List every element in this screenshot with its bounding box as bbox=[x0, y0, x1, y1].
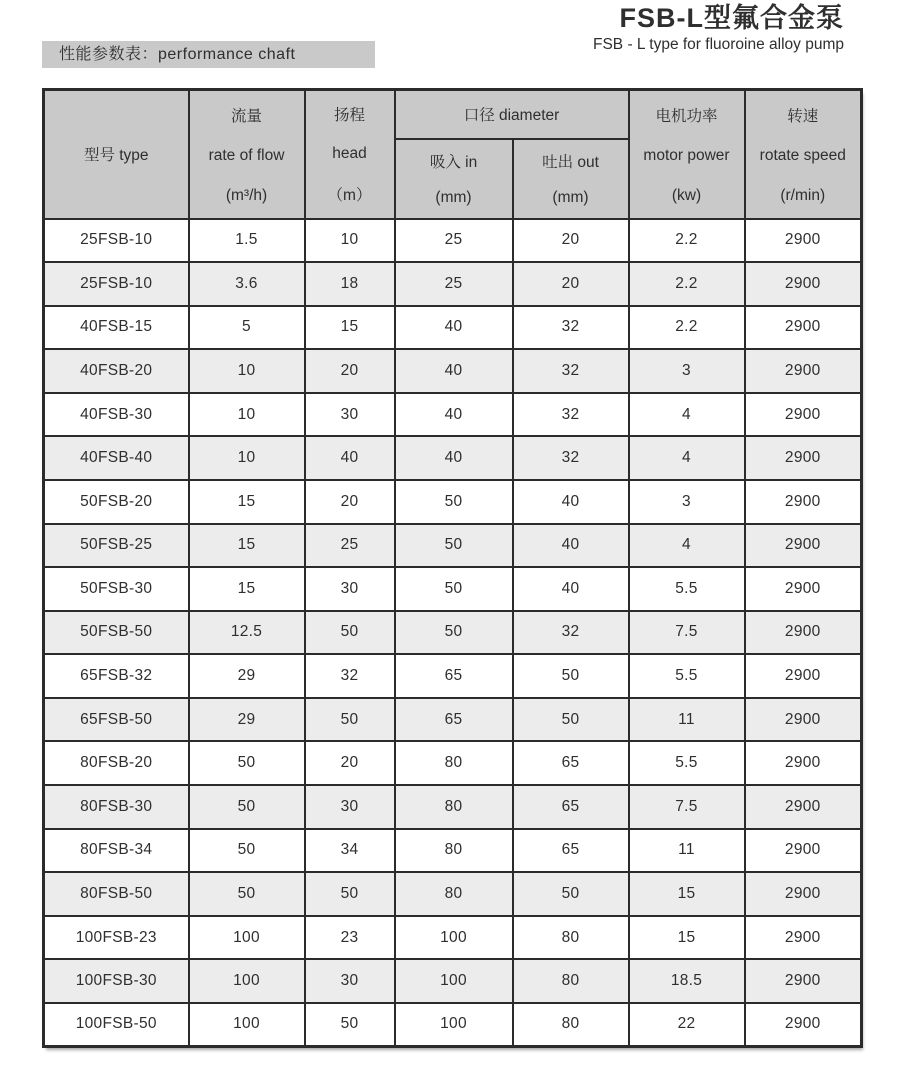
table-cell: 32 bbox=[513, 393, 629, 437]
table-cell: 3 bbox=[629, 349, 745, 393]
table-cell: 50 bbox=[513, 698, 629, 742]
col-header-diameter: 口径 diameter bbox=[395, 90, 629, 139]
table-cell: 50 bbox=[513, 872, 629, 916]
table-cell: 40 bbox=[513, 567, 629, 611]
table-cell: 40FSB-30 bbox=[44, 393, 189, 437]
table-cell: 4 bbox=[629, 436, 745, 480]
table-cell: 20 bbox=[513, 219, 629, 263]
table-cell: 80FSB-30 bbox=[44, 785, 189, 829]
table-cell: 2900 bbox=[745, 741, 862, 785]
table-cell: 80 bbox=[513, 1003, 629, 1047]
table-cell: 65 bbox=[395, 654, 513, 698]
table-cell: 50 bbox=[189, 741, 305, 785]
table-cell: 32 bbox=[513, 349, 629, 393]
table-cell: 50FSB-30 bbox=[44, 567, 189, 611]
table-cell: 23 bbox=[305, 916, 395, 960]
table-row bbox=[44, 611, 862, 655]
table-cell: 34 bbox=[305, 829, 395, 873]
table-cell: 32 bbox=[305, 654, 395, 698]
table-row bbox=[44, 262, 862, 306]
table-cell: 20 bbox=[305, 741, 395, 785]
table-cell: 40FSB-15 bbox=[44, 306, 189, 350]
table-cell: 2900 bbox=[745, 654, 862, 698]
table-cell: 29 bbox=[189, 698, 305, 742]
table-cell: 4 bbox=[629, 393, 745, 437]
table-row bbox=[44, 741, 862, 785]
table-row bbox=[44, 567, 862, 611]
table-row bbox=[44, 872, 862, 916]
table-cell: 15 bbox=[629, 872, 745, 916]
table-row bbox=[44, 349, 862, 393]
table-cell: 65FSB-50 bbox=[44, 698, 189, 742]
table-cell: 50 bbox=[305, 698, 395, 742]
table-cell: 80FSB-34 bbox=[44, 829, 189, 873]
table-cell: 2900 bbox=[745, 393, 862, 437]
table-cell: 100 bbox=[395, 959, 513, 1003]
table-cell: 2900 bbox=[745, 219, 862, 263]
table-cell: 3 bbox=[629, 480, 745, 524]
table-cell: 50 bbox=[189, 872, 305, 916]
table-cell: 25FSB-10 bbox=[44, 219, 189, 263]
table-cell: 65 bbox=[513, 785, 629, 829]
col-header-type: 型号 type bbox=[44, 90, 189, 219]
table-cell: 40 bbox=[305, 436, 395, 480]
table-cell: 80FSB-20 bbox=[44, 741, 189, 785]
table-cell: 15 bbox=[305, 306, 395, 350]
table-cell: 15 bbox=[629, 916, 745, 960]
table-cell: 80 bbox=[395, 872, 513, 916]
table-cell: 29 bbox=[189, 654, 305, 698]
table-cell: 80 bbox=[395, 829, 513, 873]
table-cell: 2.2 bbox=[629, 306, 745, 350]
table-cell: 100 bbox=[189, 959, 305, 1003]
table-cell: 11 bbox=[629, 829, 745, 873]
table-cell: 1.5 bbox=[189, 219, 305, 263]
table-row bbox=[44, 393, 862, 437]
table-body bbox=[44, 219, 862, 1047]
table-cell: 10 bbox=[189, 393, 305, 437]
table-cell: 15 bbox=[189, 480, 305, 524]
table-cell: 50FSB-50 bbox=[44, 611, 189, 655]
table-cell: 2.2 bbox=[629, 219, 745, 263]
table-cell: 65 bbox=[395, 698, 513, 742]
table-cell: 2900 bbox=[745, 1003, 862, 1047]
table-cell: 15 bbox=[189, 524, 305, 568]
table-cell: 7.5 bbox=[629, 785, 745, 829]
col-header-flow: 流量 rate of flow (m³/h) bbox=[189, 90, 305, 219]
table-cell: 2900 bbox=[745, 611, 862, 655]
table-cell: 40 bbox=[513, 480, 629, 524]
table-cell: 32 bbox=[513, 436, 629, 480]
table-cell: 80 bbox=[513, 916, 629, 960]
table-cell: 18 bbox=[305, 262, 395, 306]
table-cell: 32 bbox=[513, 611, 629, 655]
table-cell: 100FSB-23 bbox=[44, 916, 189, 960]
table-cell: 2900 bbox=[745, 567, 862, 611]
table-cell: 65 bbox=[513, 741, 629, 785]
table-row bbox=[44, 1003, 862, 1047]
table-cell: 5.5 bbox=[629, 654, 745, 698]
table-cell: 25 bbox=[305, 524, 395, 568]
table-cell: 2900 bbox=[745, 959, 862, 1003]
performance-table bbox=[42, 88, 863, 1048]
table-cell: 40 bbox=[395, 436, 513, 480]
table-cell: 50 bbox=[395, 524, 513, 568]
table-cell: 40 bbox=[395, 393, 513, 437]
table-cell: 100FSB-50 bbox=[44, 1003, 189, 1047]
table-cell: 65FSB-32 bbox=[44, 654, 189, 698]
table-cell: 100 bbox=[189, 1003, 305, 1047]
title-block bbox=[593, 2, 844, 55]
table-cell: 50 bbox=[513, 654, 629, 698]
table-row bbox=[44, 219, 862, 263]
table-cell: 50 bbox=[189, 785, 305, 829]
table-cell: 40FSB-40 bbox=[44, 436, 189, 480]
table-cell: 2900 bbox=[745, 436, 862, 480]
table-cell: 20 bbox=[305, 349, 395, 393]
table-cell: 25 bbox=[395, 262, 513, 306]
table-row bbox=[44, 698, 862, 742]
table-row bbox=[44, 959, 862, 1003]
table-cell: 30 bbox=[305, 393, 395, 437]
table-cell: 20 bbox=[513, 262, 629, 306]
table-cell: 80 bbox=[395, 741, 513, 785]
table-cell: 2900 bbox=[745, 306, 862, 350]
table-cell: 50 bbox=[189, 829, 305, 873]
table-cell: 2900 bbox=[745, 262, 862, 306]
table-cell: 80 bbox=[513, 959, 629, 1003]
table-row bbox=[44, 306, 862, 350]
table-cell: 2.2 bbox=[629, 262, 745, 306]
table-cell: 100 bbox=[395, 916, 513, 960]
table-cell: 2900 bbox=[745, 785, 862, 829]
table-cell: 2900 bbox=[745, 524, 862, 568]
table-row bbox=[44, 480, 862, 524]
page-title: FSB-L型氟合金泵 bbox=[619, 3, 844, 33]
table-cell: 2900 bbox=[745, 829, 862, 873]
table-cell: 30 bbox=[305, 567, 395, 611]
col-header-suction-in: 吸入 in (mm) bbox=[395, 139, 513, 219]
table-header bbox=[44, 90, 862, 219]
col-header-discharge-out: 吐出 out (mm) bbox=[513, 139, 629, 219]
table-cell: 11 bbox=[629, 698, 745, 742]
table-cell: 4 bbox=[629, 524, 745, 568]
table-cell: 40FSB-20 bbox=[44, 349, 189, 393]
table-row bbox=[44, 829, 862, 873]
table-cell: 50 bbox=[305, 611, 395, 655]
table-cell: 30 bbox=[305, 785, 395, 829]
table-cell: 50 bbox=[395, 480, 513, 524]
table-cell: 80 bbox=[395, 785, 513, 829]
table-cell: 7.5 bbox=[629, 611, 745, 655]
table-cell: 50FSB-25 bbox=[44, 524, 189, 568]
table-cell: 12.5 bbox=[189, 611, 305, 655]
col-header-head: 扬程 head （m） bbox=[305, 90, 395, 219]
section-label: 性能参数表：performance chaft bbox=[42, 41, 375, 68]
table-cell: 50 bbox=[395, 611, 513, 655]
table-cell: 50 bbox=[305, 1003, 395, 1047]
table-cell: 25FSB-10 bbox=[44, 262, 189, 306]
table-cell: 40 bbox=[513, 524, 629, 568]
table-cell: 2900 bbox=[745, 916, 862, 960]
table-cell: 2900 bbox=[745, 480, 862, 524]
table-cell: 3.6 bbox=[189, 262, 305, 306]
col-header-motor-power: 电机功率 motor power (kw) bbox=[629, 90, 745, 219]
table-cell: 50FSB-20 bbox=[44, 480, 189, 524]
table-cell: 5.5 bbox=[629, 741, 745, 785]
table-cell: 5.5 bbox=[629, 567, 745, 611]
table-cell: 10 bbox=[305, 219, 395, 263]
table-cell: 40 bbox=[395, 349, 513, 393]
table-cell: 65 bbox=[513, 829, 629, 873]
table-cell: 20 bbox=[305, 480, 395, 524]
table-cell: 40 bbox=[395, 306, 513, 350]
col-header-rotate-speed: 转速 rotate speed (r/min) bbox=[745, 90, 862, 219]
table-cell: 2900 bbox=[745, 349, 862, 393]
page-subtitle: FSB - L type for fluoroine alloy pump bbox=[593, 36, 844, 53]
table-cell: 15 bbox=[189, 567, 305, 611]
table-row bbox=[44, 916, 862, 960]
table-cell: 100FSB-30 bbox=[44, 959, 189, 1003]
table-row bbox=[44, 524, 862, 568]
table-cell: 80FSB-50 bbox=[44, 872, 189, 916]
table-cell: 30 bbox=[305, 959, 395, 1003]
table-row bbox=[44, 785, 862, 829]
table-cell: 22 bbox=[629, 1003, 745, 1047]
table-row bbox=[44, 654, 862, 698]
table-cell: 32 bbox=[513, 306, 629, 350]
table-cell: 25 bbox=[395, 219, 513, 263]
table-cell: 5 bbox=[189, 306, 305, 350]
table-cell: 10 bbox=[189, 436, 305, 480]
table-cell: 100 bbox=[395, 1003, 513, 1047]
table-cell: 2900 bbox=[745, 698, 862, 742]
table-cell: 50 bbox=[305, 872, 395, 916]
table-cell: 100 bbox=[189, 916, 305, 960]
table-cell: 18.5 bbox=[629, 959, 745, 1003]
table-cell: 50 bbox=[395, 567, 513, 611]
table-row bbox=[44, 436, 862, 480]
table-cell: 10 bbox=[189, 349, 305, 393]
table-cell: 2900 bbox=[745, 872, 862, 916]
